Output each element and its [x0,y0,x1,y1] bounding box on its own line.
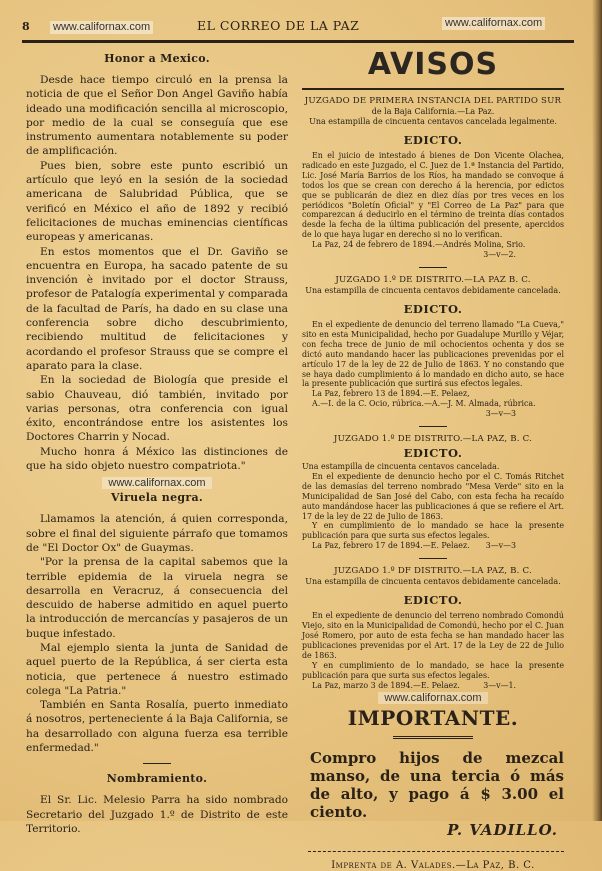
notice-signature-row [302,681,564,691]
notice-court: JUZGADO DE PRIMERA INSTANCIA DEL PARTIDO SUR [304,96,562,106]
importante-rule [393,736,473,739]
watermark-left: www.californax.com [50,21,153,34]
notice-signature: La Paz, marzo 3 de 1894.—E. Pelaez. [312,680,460,690]
article-paragraph: En estos momentos que el Dr. Gaviño se encuentra en Europa, ha sacado patente de su invención è invitado por el doctor Strauss, profesor de Patalogía experimental y comparada de la facultad de París, ha dado en su clase una conferencia sobre dicho descubrimiento, recibiendo multitud de felicitaciones y acordando el profesor Strauss que se compre el aparato para la clase. [26,245,288,372]
notice [302,566,564,690]
article-paragraph: Llamamos la atención, á quien corresponda, sobre el final del siguiente párrafo que tomamos de "El Doctor Ox" de Guaymas. [26,513,288,554]
importante-text: Compro hijos de mezcal manso, de una tercia ó más de alto, y pago á $ 3.00 el ciento. [310,749,564,822]
article-honor [26,52,288,473]
notice-body-2: Y en cumplimiento de lo mandado, se hace la presente publicación para que surta sus efectos legales. [302,660,564,680]
left-column [26,52,288,836]
notice [302,275,564,419]
avisos-title: AVISOS [367,47,499,82]
watermark-mid: www.californax.com [102,477,212,489]
importante-signature: P. VADILLO. [447,821,558,840]
notice [302,96,564,260]
notice-stamp: Una estampilla de cincuenta centavos debidamente cancelada. [305,285,561,295]
page-edge-shadow [592,0,602,821]
importante-ad [302,706,564,839]
article-paragraph: También en Santa Rosalía, puerto inmediato á nosotros, perteneciente á la Baja California, se ha desarrollado con alguna fuerza esa terrible enfermedad." [26,699,288,755]
notice-ref: 3—v—3 [485,541,516,551]
notice-body: En el expediente de denuncio del terreno llamado "La Cueva," sito en esta Municipalidad, hecho por Guadalupe Murillo y Véjar, con fecha trece de junio de mil ochocientos ochenta y dos se dictó auto mandando hacer las publicaciones prevenidas por el artículo 17 de la ley de 22 de Julio de 1863. Y no constando que se haya dado cumplimiento á lo mandado en dicho auto, se hace la presente publicación que surtirá sus efectos legales. [302,319,564,389]
notice-edicto: EDICTO. [403,133,463,147]
page-number: 8 [22,20,30,33]
notice-body: En el expediente de denuncio hecho por el C. Tomás Ritchet de las demasías del terreno nombrado "Mesa Verde" sito en la Municipalidad de San José del Cabo, con esta fecha ha recaído auto mandándose hacer las publicaciones á que se refiere el Art. 17 de la ley de 22 de Julio de 1863. [302,471,564,521]
page-header [22,12,574,42]
notice-ref: 3—v—3 [485,409,516,419]
article-paragraph: Mal ejemplo sienta la junta de Sanidad de aquel puerto de la República, á ser cierta esta noticia, que pertenece á nuestro estimado colega "La Patria." [26,641,288,697]
notice-signature: La Paz, febrero 13 de 1894.—E. Pelaez, [312,389,470,399]
notice-court: JUZGADO 1.º DE DISTRITO.—LA PAZ, B. C. [333,434,533,445]
notice-stamp: Una estampilla de cincuenta centavos cancelada legalmente. [309,117,557,126]
masthead: EL CORREO DE LA PAZ [197,18,360,33]
notice-ref: 3—v—2. [483,250,516,260]
notice-divider [419,558,447,559]
watermark-right: www.californax.com [442,17,545,30]
notice-edicto: EDICTO. [403,446,463,461]
article-heading: Honor a Mexico. [104,52,210,65]
article-paragraph: Pues bien, sobre este punto escribió un artículo que leyó en la sesión de la sociedad americana de Salubridad Pública, que se verificó en México el año de 1892 y recibió felicitaciones de muchas eminencias científicas europeas y americanas. [26,159,288,244]
notice-signature-2: A.—I. de la C. Ocio, rúbrica.—A.—J. M. Almada, rúbrica. [312,399,536,409]
notice-ref: 3—v—1. [483,680,516,690]
imprenta-line: Imprenta de A. Valades.—La Paz, B. C. [331,860,535,871]
footer-rule [308,851,564,852]
article-paragraph: Mucho honra á México las distinciones de que ha sido objeto nuestro compatriota." [26,445,288,473]
article-heading: Viruela negra. [110,491,204,505]
article-nombramiento [26,772,288,836]
notice-body: En el expediente de denuncio del terreno nombrado Comondú Viejo, sito en la Municipalidad de Comondú, hecho por el C. Juan José Romero, por auto de esta fecha se han mandado hacer las publicaciones prevenidas por el Art. 17 de la Ley de 22 de Julio de 1863. [302,611,564,660]
notice-body: En el juicio de intestado á bienes de Don Vicente Olachea, radicado en este Juzgado, el C. Juez de 1.ª Instancia del Partido, Lic. José María Barrios de los Ríos, ha mandado se convoque á todos los que se crean con derecho á la herencia, por edictos que se publicarán de diez en diez días por tres veces en los periódicos "Boletín Oficial" y "El Correo de La Paz" para que comparezcan á deducirlo en el término de treinta días contados desde la fecha de la última publicación del presente, apercidos de lo que haya lugar en derecho si no lo verifican. [302,151,564,240]
notice-signature: La Paz, febrero 17 de 1894.—E. Pelaez. [312,541,470,551]
notice [302,434,564,551]
article-heading: Nombramiento. [106,772,208,786]
right-column [302,48,564,871]
importante-title: IMPORTANTE. [347,706,519,731]
section-divider [143,763,171,764]
article-viruela [26,491,288,755]
notice-court: JUZGADO 1.º DE DISTRITO.—LA PAZ B. C. [335,274,531,285]
watermark-right-column: www.californax.com [378,692,488,704]
article-paragraph: El Sr. Lic. Melesio Parra ha sido nombrado Secretario del Juzgado 1.º de Distrito de este Territorio. [26,794,288,835]
notice-divider [419,267,447,268]
article-paragraph: Desde hace tiempo circuló en la prensa la noticia de que el Señor Don Angel Gaviño había ideado una modificación sencilla al microscopio, por medio de la cual se conseguía que ese instrumento aumentara notablemente su poder de amplificación. [26,74,288,158]
notice-signature: La Paz, 24 de febrero de 1894.—Andrés Molina, Srio. [312,240,526,250]
notice-stamp: Una estampilla de cincuenta centavos cancelada. [302,462,500,472]
article-paragraph: "Por la prensa de la capital sabemos que la terrible epidemia de la viruela negra se desarrolla en Veracruz, á consecuencia del descuido de haberse admitido en aquel puerto la introducción de mercancías y pasajeros de un buque infestado. [26,556,288,640]
header-rule [22,40,574,43]
avisos-rule [302,88,564,90]
article-paragraph: En la sociedad de Biología que preside el sabio Chauveau, dió también, invitado por varias personas, otra conferencia con igual éxito, encontrándose entre los asistentes los Doctores Charrin y Nocad. [26,374,288,444]
notice-divider [419,426,447,427]
notice-body-2: Y en cumplimiento de lo mandado se hace la presente publicación para que surta sus efectos legales. [302,521,564,541]
notice-stamp: Una estampilla de cincuenta centavos debidamente cancelada. [305,577,561,587]
notice-court-sub: de la Baja California.—La Paz. [371,107,495,116]
notice-court: JUZGADO 1.º DF DISTRITO.—LA PAZ, B. C. [334,566,532,577]
notice-signature-row [302,541,564,551]
notice-edicto: EDICTO. [403,301,463,316]
notice-edicto: EDICTO. [403,593,463,608]
